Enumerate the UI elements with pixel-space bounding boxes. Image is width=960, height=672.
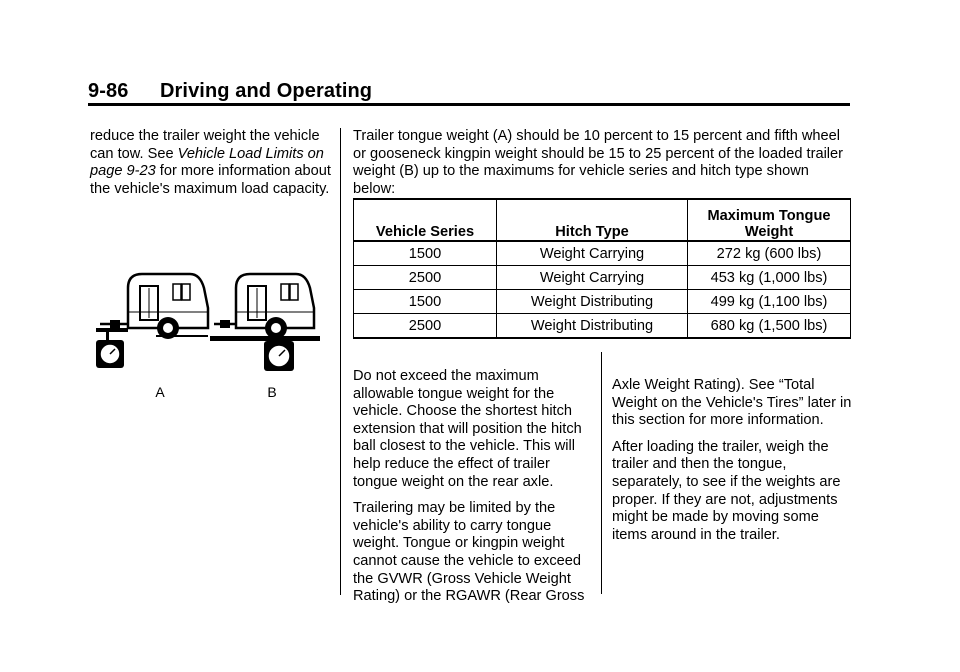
table-cell: Weight Distributing [497, 290, 688, 314]
paragraph: Trailering may be limited by the vehicle's ability to carry tongue weight. Tongue or kingpin weight cannot cause the vehicle to exceed the GVWR (Gross Vehicle Weight Rating) or the RGAWR (Rear Gross [353, 500, 585, 605]
table-cell: 2500 [354, 314, 497, 339]
paragraph: Axle Weight Rating). See “Total Weight on the Vehicle's Tires” later in this section for more information. [612, 377, 852, 429]
table-cell: Weight Distributing [497, 314, 688, 339]
right-column [612, 377, 852, 553]
table-cell: Weight Carrying [497, 241, 688, 266]
table-row [354, 290, 851, 314]
table-header-row [354, 199, 851, 241]
paragraph: After loading the trailer, weigh the trailer and then the tongue, separately, to see if the weights are proper. If they are not, adjustments might be made by moving some items around in the trailer. [612, 438, 841, 543]
table-cell: 1500 [354, 290, 497, 314]
section-title: Driving and Operating [160, 80, 373, 102]
col-header-vehicle-series: Vehicle Series [354, 199, 497, 241]
table-cell: 453 kg (1,000 lbs) [688, 266, 851, 290]
table-row [354, 266, 851, 290]
column-divider-lower [601, 352, 602, 594]
left-column-text [90, 128, 332, 198]
figure-label-b: B [267, 384, 277, 400]
table-cell: 272 kg (600 lbs) [688, 241, 851, 266]
paragraph: Do not exceed the maximum allowable tongue weight for the vehicle. Choose the shortest hitch extension that will position the hitch ball closest to the vehicle. This will help reduce the effect of trailer tongue weight on the rear axle. [353, 368, 582, 490]
middle-column [353, 368, 591, 615]
col-header-max-tongue-weight: Maximum Tongue Weight [688, 199, 851, 241]
header-rule [88, 103, 850, 106]
column-divider [340, 128, 341, 595]
tongue-weight-figure [96, 266, 328, 406]
cross-reference-link[interactable]: Vehicle Load Limits on page 9-23 [90, 145, 324, 180]
left-text-part: for more information about the vehicle's maximum load capacity. [90, 163, 331, 197]
table-row [354, 314, 851, 339]
table-cell: 499 kg (1,100 lbs) [688, 290, 851, 314]
table-row [354, 241, 851, 266]
page-number: 9-86 [88, 80, 129, 102]
page-header [88, 80, 850, 103]
trailer-a-illustration [96, 274, 208, 368]
col-header-hitch-type: Hitch Type [497, 199, 688, 241]
left-text-part: reduce the trailer weight the vehicle can tow. See [90, 128, 320, 162]
tongue-weight-table [353, 198, 851, 339]
trailer-b-illustration [210, 274, 320, 371]
intro-paragraph: Trailer tongue weight (A) should be 10 percent to 15 percent and fifth wheel or gooseneck kingpin weight should be 15 to 25 percent of the loaded trailer weight (B) up to the maximums for vehicle series and hitch type shown below: [353, 128, 844, 197]
table-cell: Weight Carrying [497, 266, 688, 290]
figure-label-a: A [155, 384, 165, 400]
table-cell: 2500 [354, 266, 497, 290]
table-cell: 1500 [354, 241, 497, 266]
table-cell: 680 kg (1,500 lbs) [688, 314, 851, 339]
